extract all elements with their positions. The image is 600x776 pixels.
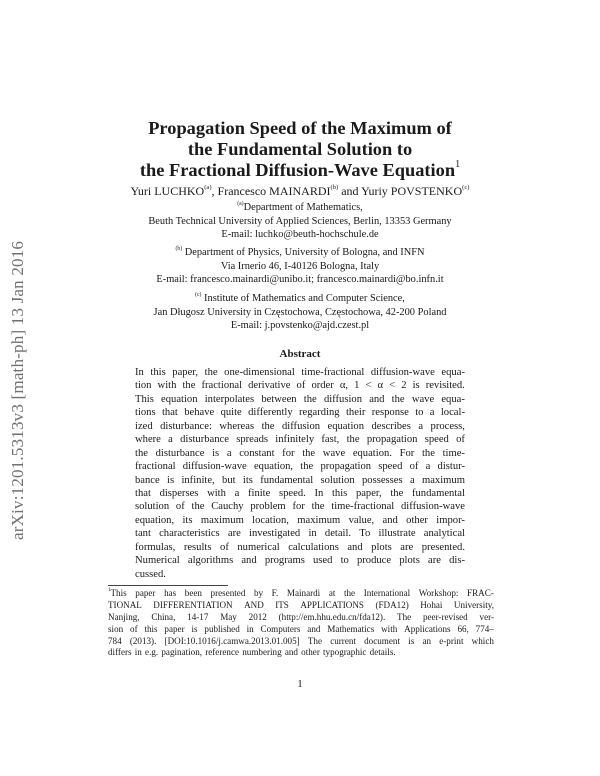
word: Mathematics	[327, 623, 375, 634]
word: Workshop:	[418, 588, 459, 598]
word: α,	[339, 380, 349, 392]
word: fractional	[135, 461, 176, 473]
word: 1	[354, 380, 360, 392]
word: presented	[210, 588, 246, 598]
abstract-line	[135, 460, 465, 473]
word: process,	[430, 420, 465, 432]
author-name: Yuriy POVSTENKO	[361, 184, 463, 198]
word: the	[300, 461, 314, 473]
word: the	[391, 393, 405, 405]
word: speed	[424, 434, 449, 446]
word: characteristics	[159, 528, 220, 540]
word: to	[340, 555, 349, 567]
word: finite	[247, 487, 271, 499]
word: of	[175, 501, 185, 513]
word: equation.	[352, 447, 392, 459]
word: problem	[250, 501, 286, 513]
abstract-line	[135, 433, 465, 446]
word: possesses	[361, 474, 403, 486]
abstract-line	[135, 393, 465, 406]
word: calculations	[288, 541, 339, 553]
word: published	[204, 623, 240, 634]
word: 2	[401, 380, 407, 392]
word: a	[226, 447, 232, 459]
word: paper,	[172, 367, 199, 378]
word: formulas,	[135, 541, 176, 553]
word: local-	[440, 407, 465, 419]
word: other	[406, 514, 428, 526]
word: diffusion-wave	[401, 501, 465, 513]
word: a	[168, 434, 173, 446]
word: The	[397, 611, 412, 622]
word: a	[409, 474, 415, 486]
word: other	[301, 647, 320, 658]
word: <	[365, 380, 372, 392]
word: interpolates	[204, 393, 255, 405]
word: their	[345, 407, 366, 419]
word: sion	[108, 623, 124, 634]
word: peer-revised	[422, 611, 468, 622]
abstract-line	[135, 420, 465, 433]
author-separator: ,	[211, 184, 218, 198]
word: Computers	[260, 623, 301, 634]
word: is	[191, 623, 198, 634]
abstract-heading: Abstract	[279, 348, 321, 360]
word: equa-	[441, 367, 465, 378]
word: infinitely	[275, 434, 315, 446]
word: order	[311, 380, 334, 392]
word: disturbance:	[160, 420, 212, 432]
word: and	[241, 555, 257, 567]
word: 774–	[475, 623, 494, 634]
word: FRAC-	[467, 588, 494, 598]
footnote-line	[108, 612, 494, 624]
word: document	[364, 635, 400, 646]
word: produce	[356, 555, 392, 567]
word: ized	[135, 420, 153, 432]
word: equation	[161, 393, 198, 405]
word: $^1$This	[108, 588, 127, 598]
paper-title	[80, 118, 520, 181]
word: fractional	[201, 380, 243, 392]
abstract-line	[135, 527, 465, 540]
word: tant	[135, 528, 151, 540]
word: the	[303, 393, 317, 405]
word: diffusion	[323, 393, 362, 405]
word: distur-	[437, 461, 465, 473]
footnote-line	[108, 588, 494, 600]
word: solution	[135, 501, 170, 513]
word: the	[204, 367, 218, 378]
word: details.	[369, 647, 396, 658]
word: that	[161, 407, 178, 419]
word: its	[182, 514, 193, 526]
word: the	[346, 434, 360, 446]
word: equation,	[253, 461, 294, 473]
word: pagination,	[161, 647, 203, 658]
abstract-line	[135, 487, 465, 500]
affiliation-line: Via Irnerio 46, I-40126 Bologna, Italy	[220, 260, 380, 272]
word: speed	[378, 461, 403, 473]
word: are	[400, 541, 414, 553]
word: e-print	[439, 635, 464, 646]
word: tion	[135, 380, 152, 392]
word: the	[343, 588, 356, 598]
word: wave	[411, 393, 435, 405]
word: TIONAL	[108, 599, 142, 610]
affiliation-email: E-mail: luchko@beuth-hochschule.de	[221, 229, 379, 241]
word: presented.	[421, 541, 465, 553]
word: of	[296, 380, 306, 392]
word: of	[409, 461, 419, 473]
word: this	[144, 623, 158, 634]
word: paper	[164, 623, 185, 634]
word: the	[390, 487, 404, 499]
word: this	[331, 487, 348, 499]
word: for	[292, 501, 305, 513]
footnote	[108, 588, 494, 659]
word: where	[135, 434, 161, 446]
word: numbering	[242, 647, 282, 658]
word: speed.	[279, 487, 306, 499]
word: bance	[135, 474, 160, 486]
author-affiliation-mark: (a)	[204, 184, 212, 192]
word: Mainardi	[286, 588, 321, 598]
word: differently	[248, 407, 293, 419]
affiliation-mark: (c)	[195, 291, 202, 298]
abstract-line	[135, 447, 465, 460]
word: results	[183, 541, 212, 553]
word: describes	[371, 420, 411, 432]
affiliation-email: E-mail: j.povstenko@ajd.czest.pl	[230, 320, 370, 332]
word: the	[182, 380, 196, 392]
word: APPLICATIONS	[300, 599, 364, 610]
word: a	[418, 420, 424, 432]
word: value,	[348, 514, 375, 526]
word: one-dimensional	[224, 367, 295, 378]
footnote-line	[108, 600, 494, 612]
author-affiliation-mark: (b)	[330, 184, 339, 192]
abstract-body	[135, 366, 465, 581]
word: investigated	[249, 528, 301, 540]
author-name: Yuri LUCHKO	[130, 184, 205, 198]
word: the	[421, 447, 435, 459]
word: fundamental	[260, 474, 314, 486]
affiliation-email: E-mail: francesco.mainardi@unibo.it; francesco.mainardi@bo.infn.it	[156, 274, 444, 286]
word: time-fractional	[331, 501, 395, 513]
word: This	[135, 393, 154, 405]
abstract-line	[135, 554, 465, 567]
affiliation-line: Jan Długosz University in Częstochowa, Częstochowa, 42-200 Poland	[153, 306, 447, 318]
word: spreads	[236, 434, 269, 446]
word: at	[328, 588, 336, 598]
word: differs	[108, 647, 132, 658]
affiliation-block	[70, 201, 530, 242]
word: is	[408, 635, 415, 646]
word: dis-	[449, 555, 465, 567]
word: wave	[322, 447, 346, 459]
word: are	[227, 528, 241, 540]
word: the	[135, 447, 148, 459]
word: the	[302, 447, 316, 459]
word: infinite,	[181, 474, 215, 486]
word: (FDA12)	[375, 599, 409, 610]
word: <	[389, 380, 396, 392]
footnote-line	[108, 636, 494, 648]
affiliation-text: Department of Mathematics,	[243, 202, 363, 213]
word: maximum	[421, 474, 465, 486]
word: by	[253, 588, 264, 598]
word: is	[212, 447, 220, 459]
word: a	[429, 407, 435, 419]
word: maximum	[200, 514, 244, 526]
word: (2013).	[129, 635, 157, 646]
word: equation,	[135, 514, 175, 526]
word: analytical	[423, 528, 465, 540]
word: derivative	[248, 380, 291, 392]
word: numerical	[237, 541, 280, 553]
word: International	[363, 588, 411, 598]
word: to	[415, 407, 424, 419]
word: Applications	[404, 623, 451, 634]
word: Nanjing,	[108, 611, 140, 622]
word: for	[282, 447, 295, 459]
word: To	[359, 528, 371, 540]
word: has	[164, 588, 177, 598]
word: been	[184, 588, 202, 598]
word: behave	[184, 407, 215, 419]
word: in	[246, 623, 254, 634]
word: (http://em.hhu.edu.cn/fda12).	[278, 611, 386, 622]
word: Cauchy	[211, 501, 244, 513]
word: between	[261, 393, 297, 405]
affiliation-block	[70, 292, 530, 333]
word: In	[314, 487, 324, 499]
affiliation-mark: (b)	[175, 245, 183, 252]
word: paper,	[355, 487, 382, 499]
word: 14-17	[187, 611, 209, 622]
word: In	[135, 367, 144, 378]
word: equation	[327, 420, 364, 432]
word: and	[347, 541, 363, 553]
word: with	[157, 380, 177, 392]
word: with	[381, 623, 398, 634]
word: and	[382, 514, 398, 526]
word: its	[242, 474, 253, 486]
word: typographic	[323, 647, 367, 658]
word: quite	[220, 407, 242, 419]
affiliation-text: Department of Physics, University of Bologna, and INFN	[182, 247, 425, 258]
arxiv-identifier: arXiv:1201.5313v3 [math-ph] 13 Jan 2016	[8, 240, 27, 540]
word: China,	[151, 611, 176, 622]
affiliation-text: Institute of Mathematics and Computer Science,	[201, 293, 405, 304]
word: May	[220, 611, 237, 622]
word: fast,	[321, 434, 340, 446]
word: are	[428, 555, 441, 567]
footnote-line	[108, 624, 494, 636]
word: constant	[239, 447, 275, 459]
word: propagation	[320, 461, 372, 473]
word: a	[234, 487, 240, 499]
word: solution	[320, 474, 355, 486]
word: DIFFERENTIATION	[153, 599, 233, 610]
word: disturbance	[180, 434, 229, 446]
word: F.	[271, 588, 279, 598]
abstract-line	[135, 406, 465, 419]
word: diffusion-wave	[182, 461, 247, 473]
abstract-line	[135, 500, 465, 513]
word: propagation	[366, 434, 418, 446]
word: maximum	[297, 514, 341, 526]
abstract-line	[135, 514, 465, 527]
word: programs	[264, 555, 305, 567]
word: the	[191, 501, 205, 513]
word: of	[130, 623, 138, 634]
word: The	[307, 635, 322, 646]
word: which	[471, 635, 494, 646]
word: reference	[205, 647, 240, 658]
word: in	[134, 647, 142, 658]
word: Hohai	[420, 599, 443, 610]
word: equa-	[441, 393, 465, 405]
word: of	[456, 434, 465, 446]
author-name: Francesco MAINARDI	[217, 184, 331, 198]
word: ITS	[275, 599, 289, 610]
word: that	[135, 487, 151, 499]
word: plots	[371, 541, 392, 553]
author-list	[70, 184, 530, 199]
word: the	[261, 420, 275, 432]
word: fundamental	[411, 487, 465, 499]
word: location,	[252, 514, 289, 526]
word: a	[425, 461, 431, 473]
word: impor-	[436, 514, 465, 526]
word: tions	[135, 407, 156, 419]
affiliation-mark: (a)	[237, 200, 244, 207]
title-line	[80, 160, 520, 181]
abstract-line	[135, 379, 465, 392]
word: ver-	[479, 611, 494, 622]
word: time-fractional	[301, 367, 365, 378]
word: in	[308, 528, 317, 540]
word: this	[150, 367, 166, 378]
abstract-line	[135, 568, 465, 581]
word: 2012	[248, 611, 267, 622]
word: plots	[399, 555, 420, 567]
word: and	[284, 647, 298, 658]
author-separator: and	[338, 184, 362, 198]
word: illustrate	[378, 528, 416, 540]
page-number: 1	[297, 678, 303, 690]
word: response	[371, 407, 409, 419]
word: current	[330, 635, 356, 646]
word: of	[220, 541, 229, 553]
word: whereas	[219, 420, 255, 432]
author-affiliation-mark: (c)	[462, 184, 470, 192]
word: with	[207, 487, 226, 499]
word: diffusion-wave	[370, 367, 435, 378]
word: algorithms	[187, 555, 234, 567]
word: 66,	[457, 623, 469, 634]
word: paper	[135, 588, 156, 598]
abstract-line	[135, 474, 465, 487]
word: Numerical	[135, 555, 180, 567]
footnote-mark: 1	[108, 588, 111, 594]
word: e.g.	[145, 647, 159, 658]
word: cussed.	[135, 568, 166, 580]
word: but	[222, 474, 236, 486]
affiliation-block	[70, 246, 530, 287]
word: α	[377, 380, 384, 392]
affiliation-line	[70, 292, 530, 306]
word: and	[307, 623, 321, 634]
abstract-line	[135, 366, 465, 379]
affiliation-line: Beuth Technical University of Applied Sciences, Berlin, 13353 Germany	[148, 215, 452, 227]
title-footnote-mark: 1	[455, 159, 461, 171]
word: For	[399, 447, 415, 459]
footnote-rule	[108, 585, 228, 586]
word: regarding	[299, 407, 340, 419]
word: [DOI:10.1016/j.camwa.2013.01.005]	[164, 635, 300, 646]
word: 784	[108, 635, 122, 646]
word: used	[312, 555, 333, 567]
word: is	[412, 380, 420, 392]
word: the	[311, 501, 325, 513]
title-line: the Fundamental Solution to	[187, 139, 413, 159]
word: detail.	[324, 528, 352, 540]
word: University,	[453, 599, 494, 610]
abstract-line	[135, 541, 465, 554]
footnote-line	[108, 647, 494, 659]
word: time-	[442, 447, 465, 459]
title-line-text: the Fractional Diffusion-Wave Equation	[139, 160, 456, 180]
affiliation-line	[70, 201, 530, 215]
word: diffusion	[281, 420, 321, 432]
affiliation-line	[70, 246, 530, 260]
word: AND	[244, 599, 264, 610]
title-line: Propagation Speed of the Maximum of	[148, 118, 452, 138]
word: disperses	[159, 487, 199, 499]
word: is	[167, 474, 175, 486]
word: revisited.	[425, 380, 465, 392]
word: disturbance	[155, 447, 205, 459]
word: and	[369, 393, 385, 405]
word: an	[422, 635, 432, 646]
